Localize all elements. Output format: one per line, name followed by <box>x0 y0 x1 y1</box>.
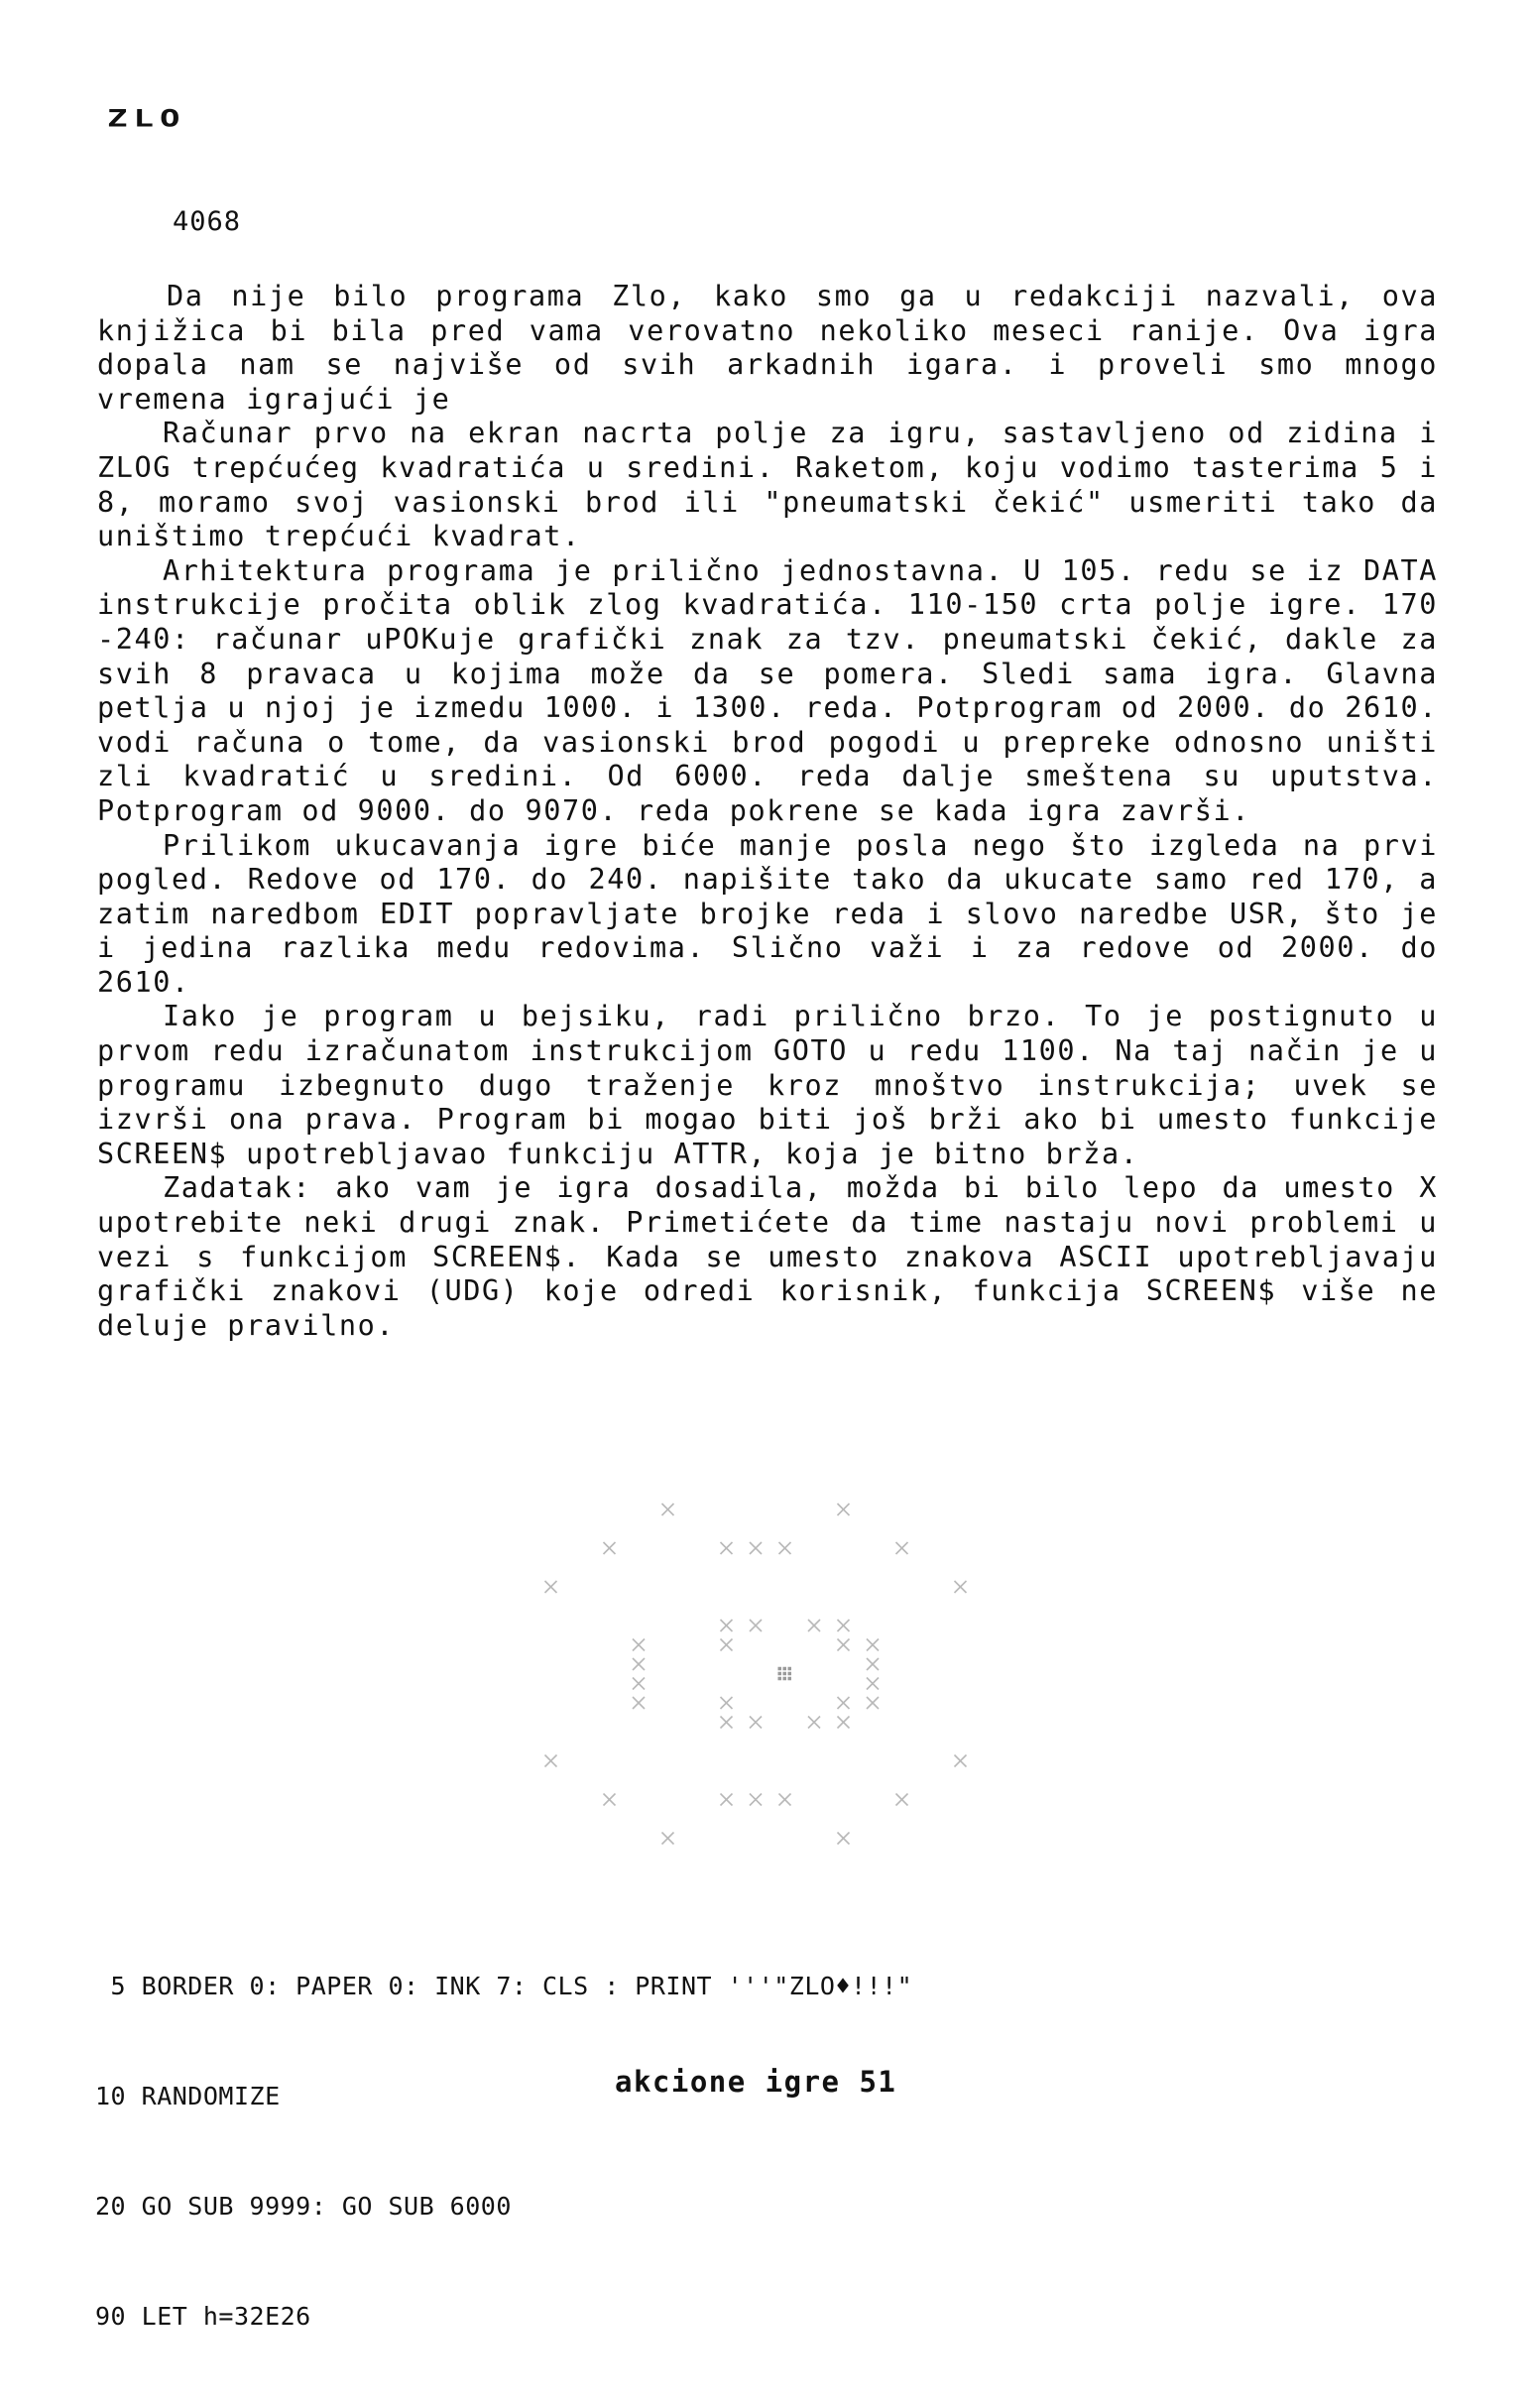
listing-line: 90 LET h=32E26 <box>95 2302 311 2331</box>
board-x-mark <box>867 1639 879 1651</box>
paragraph: Računar prvo na ekran nacrta polje za igru, sastavljeno od zidina i ZLOG trepćućeg kvadratića u sredini. Raketom, koju vodimo tasterima 5 i 8, moramo svoj vasionski brod ili "pneumatski čekić" usmeriti tako da uništimo trepćući kvadrat. <box>97 417 1438 553</box>
board-x-mark <box>838 1697 850 1709</box>
board-x-mark <box>808 1717 820 1729</box>
listing-line: 5 BORDER 0: PAPER 0: INK 7: CLS : PRINT '''"ZLO♦!!!" <box>95 1972 913 2000</box>
game-board-illustration <box>476 1488 1011 1865</box>
board-x-mark <box>721 1697 733 1709</box>
board-x-mark <box>896 1794 908 1806</box>
paragraph: Arhitektura programa je prilično jednostavna. U 105. redu se iz DATA instrukcije pročita oblik zlog kvadratića. 110-150 crta polje igre. 170 -240: računar uPOKuje grafički znak za tzv. pneumatski čekić, dakle za svih 8 pravaca u kojima može da se pomera. Sledi sama igra. Glavna petlja u njoj je izmedu 1000. i 1300. reda. Potprogram od 2000. do 2610. vodi računa o tome, da vasionski brod pogodi u prepreke odnosno uništi zli kvadratić u sredini. Od 6000. reda dalje smeštena su uputstva. Potprogram od 9000. do 9070. reda pokrene se kada igra završi. <box>97 553 1438 827</box>
board-x-mark <box>721 1620 733 1631</box>
board-x-mark <box>545 1581 557 1593</box>
board-x-mark <box>779 1542 791 1554</box>
board-x-mark <box>604 1794 616 1806</box>
board-x-mark <box>750 1620 762 1631</box>
board-x-mark <box>779 1794 791 1806</box>
board-x-mark <box>750 1542 762 1554</box>
board-x-mark <box>750 1794 762 1806</box>
board-x-mark <box>545 1755 557 1767</box>
board-x-mark <box>838 1504 850 1515</box>
board-x-mark <box>867 1678 879 1690</box>
paragraph: Iako je program u bejsiku, radi prilično brzo. To je postignuto u prvom redu izračunatom instrukcijom GOTO u redu 1100. Na taj način je u programu izbegnuto dugo traženje kroz mnoštvo instrukcija; uvek se izvrši ona prava. Program bi mogao biti još brži ako bi umesto funkcije SCREEN$ upotrebljavao funkciju ATTR, koja je bitno brža. <box>97 1000 1438 1170</box>
board-x-mark <box>633 1697 645 1709</box>
article-text <box>97 280 1438 1343</box>
program-code: 4068 <box>173 206 242 237</box>
paragraph: Prilikom ukucavanja igre biće manje posla nego što izgleda na prvi pogled. Redove od 170. do 240. napišite tako da ukucate samo red 170, a zatim naredbom EDIT popravljate brojke reda i slovo naredbe USR, što je i jedina razlika medu redovima. Slično važi i za redove od 2000. do 2610. <box>97 828 1438 999</box>
paragraph: Da nije bilo programa Zlo, kako smo ga u redakciji nazvali, ova knjižica bi bila pred vama verovatno nekoliko meseci ranije. Ova igra dopala nam se najviše od svih arkadnih igara. i proveli smo mnogo vremena igrajući je <box>97 280 1438 416</box>
listing-line: 20 GO SUB 9999: GO SUB 6000 <box>95 2192 512 2221</box>
board-x-mark <box>867 1658 879 1670</box>
board-x-mark <box>633 1678 645 1690</box>
board-x-mark <box>662 1833 674 1845</box>
page-title: ZLO <box>107 105 186 133</box>
board-x-mark <box>721 1717 733 1729</box>
board-x-mark <box>633 1639 645 1651</box>
board-x-mark <box>721 1639 733 1651</box>
board-x-mark <box>662 1504 674 1515</box>
page-footer: akcione igre 51 <box>615 2065 897 2099</box>
board-x-mark <box>838 1717 850 1729</box>
board-x-mark <box>750 1717 762 1729</box>
board-x-mark <box>867 1697 879 1709</box>
program-listing <box>95 1894 912 2408</box>
paragraph: Zadatak: ako vam je igra dosadila, možda bi bilo lepo da umesto X upotrebite neki drugi znak. Primetićete da time nastaju novi problemi u vezi s funkcijom SCREEN$. Kada se umesto znakova ASCII upotrebljavaju grafički znakovi (UDG) koje odredi korisnik, funkcija SCREEN$ više ne deluje pravilno. <box>97 1171 1438 1342</box>
board-x-mark <box>633 1658 645 1670</box>
board-x-mark <box>604 1542 616 1554</box>
board-x-mark <box>838 1639 850 1651</box>
board-x-mark <box>721 1542 733 1554</box>
game-board-svg <box>476 1488 1011 1865</box>
board-x-mark <box>838 1620 850 1631</box>
board-x-mark <box>955 1581 967 1593</box>
board-x-mark <box>838 1833 850 1845</box>
listing-line: 10 RANDOMIZE <box>95 2082 281 2110</box>
board-x-mark <box>808 1620 820 1631</box>
board-x-mark <box>955 1755 967 1767</box>
board-x-mark <box>896 1542 908 1554</box>
board-core-square <box>778 1667 792 1681</box>
board-x-mark <box>721 1794 733 1806</box>
